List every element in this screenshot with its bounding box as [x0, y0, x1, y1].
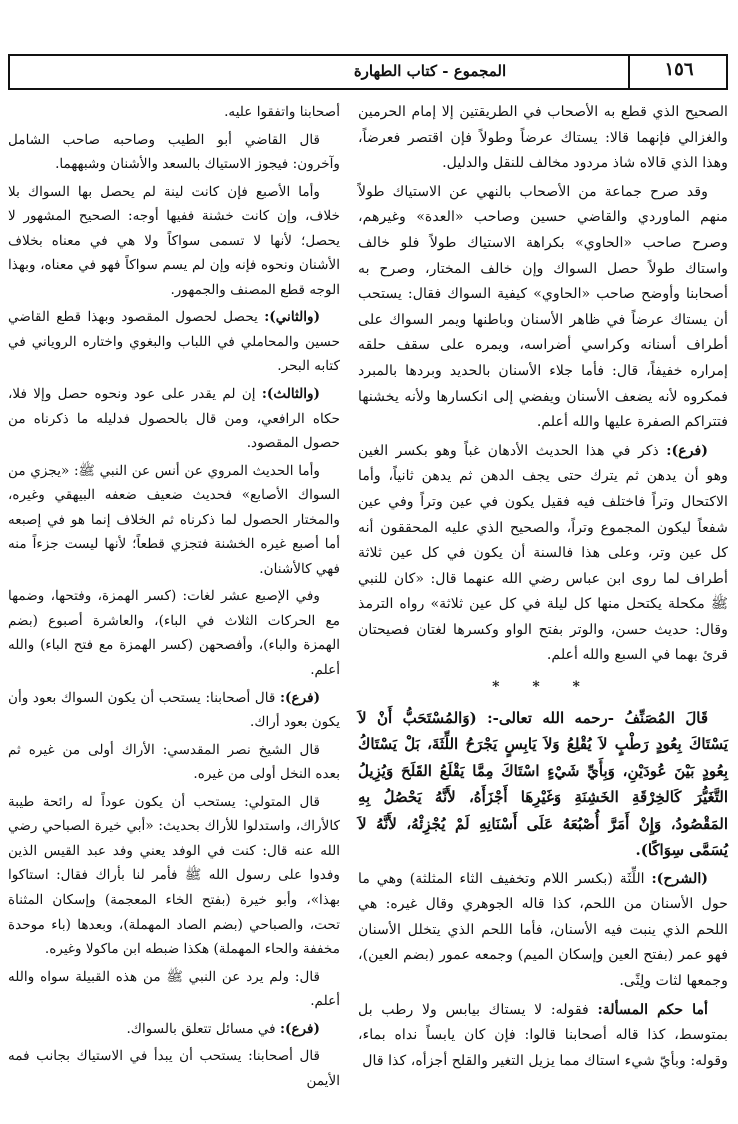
paragraph-text: إن لم يقدر على عود ونحوه حصل وإلا فلا، حكاه الرافعي، ومن قال بالحصول فدليله ما ذكرناه من حصول المقصود.: [8, 386, 340, 452]
paragraph-text: يحصل لحصول المقصود وبهذا قطع القاضي حسين والمحاملي في اللباب والبغوي واختاره الروياني في كتابه البحر.: [8, 309, 340, 375]
paragraph: وقد صرح جماعة من الأصحاب بالنهي عن الاستياك طولاً منهم الماوردي والقاضي حسين وصاحب «العدة» وغيرهم، وصرح صاحب «الحاوي» بكراهة الاستياك طولاً فلو خالف واستاك طولاً حصل السواك وإن خالف المختار، وصرح به أصحابنا وأوضح صاحب «الحاوي» كيفية السواك فقال: يستحب أن يستاك عرضاً في ظاهر الأسنان وباطنها ويمر السواك على أطراف أسنانه وكراسي أضراسه، ويمره على سقف حلقه إمراره خفيفاً، قال: فأما جلاء الأسنان بالحديد وبردها بالمبرد فمكروه لأنه يضعف الأسنان ويفضي إلى انكسارها ولأنه يخشنها فتتراكم الصفرة عليها والله أعلم.: [358, 183, 728, 431]
paragraph: [358, 439, 728, 669]
paragraph-text: اللِّثَة (بكسر اللام وتخفيف الثاء المثلثة) وهي ما حول الأسنان من اللحم، كذا قاله الجوهري وقال غيره: هي اللحم الذي ينبت فيه الأسنان، فأما اللحم الذي يتخلل الأسنان فهو عمر (بفتح العين وإسكان الميم) وجمعه عمور (بضم العين)، وجمعها لثات ولِثًى.: [358, 870, 728, 990]
paragraph-text: فقوله: لا يستاك بيابس ولا رطب بل بمتوسط، كذا قاله أصحابنا قالوا: فإن كان يابساً نداه بماء، وقوله: وبأيّ شيء استاك مما يزيل التغير والقلح أجزأه، كذا قال: [358, 1001, 728, 1069]
paragraph: قال: ولم يرد عن النبي ﷺ من هذه القبيلة سواه والله أعلم.: [8, 968, 340, 1010]
paragraph: أصحابنا واتفقوا عليه.: [224, 104, 340, 120]
paragraph: وأما الحديث المروي عن أنس عن النبي ﷺ: «يجزي من السواك الأصابع» فحديث ضعيف ضعفه البيهقي وغيره، والمختار الحصول لما ذكرناه ثم الخلاف إنما هو في إصبعه أما أصبع غيره الخشنة فتجزي قطعاً؛ لأنها ليست جزءاً منه فهي كالأشنان.: [8, 462, 340, 577]
paragraph: وأما الأصبع فإن كانت لينة لم يحصل بها السواك بلا خلاف، وإن كانت خشنة ففيها أوجه: الصحيح المشهور لا يحصل؛ لأنها لا تسمى سواكاً ولا هي في معناه بخلاف الأشنان ونحوه فإنه وإن لم يسم سواكاً فهو في معناه، وبهذا الوجه قطع المصنف والجمهور.: [8, 183, 340, 298]
paragraph: قال المتولي: يستحب أن يكون عوداً له رائحة طيبة كالأراك، واستدلوا للأراك بحديث: «أبي خيرة الصباحي رضي الله عنه قال: كنت في الوفد يعني وفد عبد القيس الذين وفدوا على رسول الله ﷺ فأمر لنا بأراك فقال: استاكوا بهذا»، وأبو خيرة (بفتح الخاء المعجمة) وإسكان المثناة تحت، والصباحي (بضم الصاد المهملة)، وبعدها (باء موحدة مخففة والحاء المهملة) هكذا ضبطه ابن ماكولا وغيره.: [8, 793, 340, 958]
paragraph: قال الشيخ نصر المقدسي: الأراك أولى من غيره ثم بعده النخل أولى من غيره.: [8, 741, 340, 783]
running-title: المجموع - كتاب الطهارة: [353, 62, 507, 80]
sharh-label: (الشرح):: [651, 870, 709, 887]
paragraph-text: في مسائل تتعلق بالسواك.: [126, 1020, 276, 1037]
paragraph-text: قال أصحابنا: يستحب أن يكون السواك بعود وأن يكون بعود أراك.: [8, 689, 340, 731]
paragraph: [8, 382, 340, 456]
far-label: (فرع):: [280, 689, 321, 706]
paragraph-text: ذكر في هذا الحديث الأدهان غباً وهو بكسر الغين وهو أن يدهن ثم يترك حتى يجف الدهن ثم يدهن ثانياً، وأما الاكتحال وتراً فاختلف فيه فقيل يكون في عين وتراً وفي عين شفعاً ليكون المجموع وتراً، والصحيح الذي عليه المحققون أنه كل عين وتر، وعلى هذا فالسنة أن يكون في كل عين ثلاثة أطراف لما روى ابن عباس رضي الله عنهما قال: «كان للنبي ﷺ مكحلة يكتحل منها كل ليلة في كل عين ثلاثة» رواه الترمذ وقال: حديث حسن، والوتر بفتح الواو وكسرها لغتان فصيحتان قرئ بهما في السبع والله أعلم.: [358, 442, 728, 664]
left-column: [8, 100, 340, 1096]
paragraph: [358, 998, 728, 1075]
thani-label: (والثاني):: [264, 309, 321, 326]
header-divider: [628, 56, 630, 88]
paragraph: [8, 1017, 340, 1042]
hukm-label: أما حكم المسألة:: [597, 1001, 708, 1018]
paragraph: وفي الإصبع عشر لغات: (كسر الهمزة، وفتحها، وضمها مع الحركات الثلاث في الباء)، والعاشرة أصبوع (بضم الهمزة والباء)، وأفصحهن (كسر الهمزة مع فتح الباء) والله أعلم.: [8, 588, 340, 679]
paragraph: [8, 686, 340, 735]
far-label: (فرع):: [666, 442, 708, 459]
far-label: (فرع):: [280, 1020, 320, 1037]
section-separator: * * *: [492, 679, 594, 696]
paragraph: قال القاضي أبو الطيب وصاحبه صاحب الشامل وآخرون: فيجوز الاستياك بالسعد والأشنان وشبههما.: [8, 131, 340, 173]
matn-text: قَالَ المُصَنِّفُ -رحمه الله تعالى-: (وَالمُسْتَحَبُّ أَنْ لاَ يَسْتَاكَ بِعُودٍ رَطْبٍ لاَ يُقْلِعُ وَلاَ يَابِسٍ يَجْرَحُ اللِّثَةَ، بَلْ يَسْتَاكُ بِعُودٍ بَيْنَ عُودَيْنِ، وَبِأَيِّ شَيْءٍ اسْتَاكَ مِمَّا يَقْلَعُ القَلَحَ وَيُزِيلُ التَّغَيُّرَ كَالخِرْقَةِ الخَشِنَةِ وَغَيْرِهَا أَجْزَأَهُ، لأَنَّهُ يَحْصُلُ بِهِ المَقْصُودُ، وَإِنْ أَمَرَّ أُصْبُعَهُ عَلَى أَسْنَانِهِ لَمْ يُجْزِئْهُ، لأَنَّهُ لاَ يُسَمَّى سِوَاكًا).: [358, 708, 728, 860]
right-column: [358, 100, 728, 1077]
paragraph: [358, 867, 728, 995]
paragraph: [8, 305, 340, 379]
page-header: [8, 54, 728, 90]
thalith-label: (والثالث):: [261, 386, 320, 403]
paragraph: قال أصحابنا: يستحب أن يبدأ في الاستياك بجانب فمه الأيمن: [8, 1048, 340, 1089]
page-number: ١٥٦: [664, 59, 694, 80]
paragraph: الصحيح الذي قطع به الأصحاب في الطريقتين إلا إمام الحرمين والغزالي فإنهما قالا: يستاك عرضاً وطولاً فإن اقتصر فعرضاً، وهذا الذي قالاه شاذ مردود مخالف للنقل والدليل.: [358, 104, 728, 172]
